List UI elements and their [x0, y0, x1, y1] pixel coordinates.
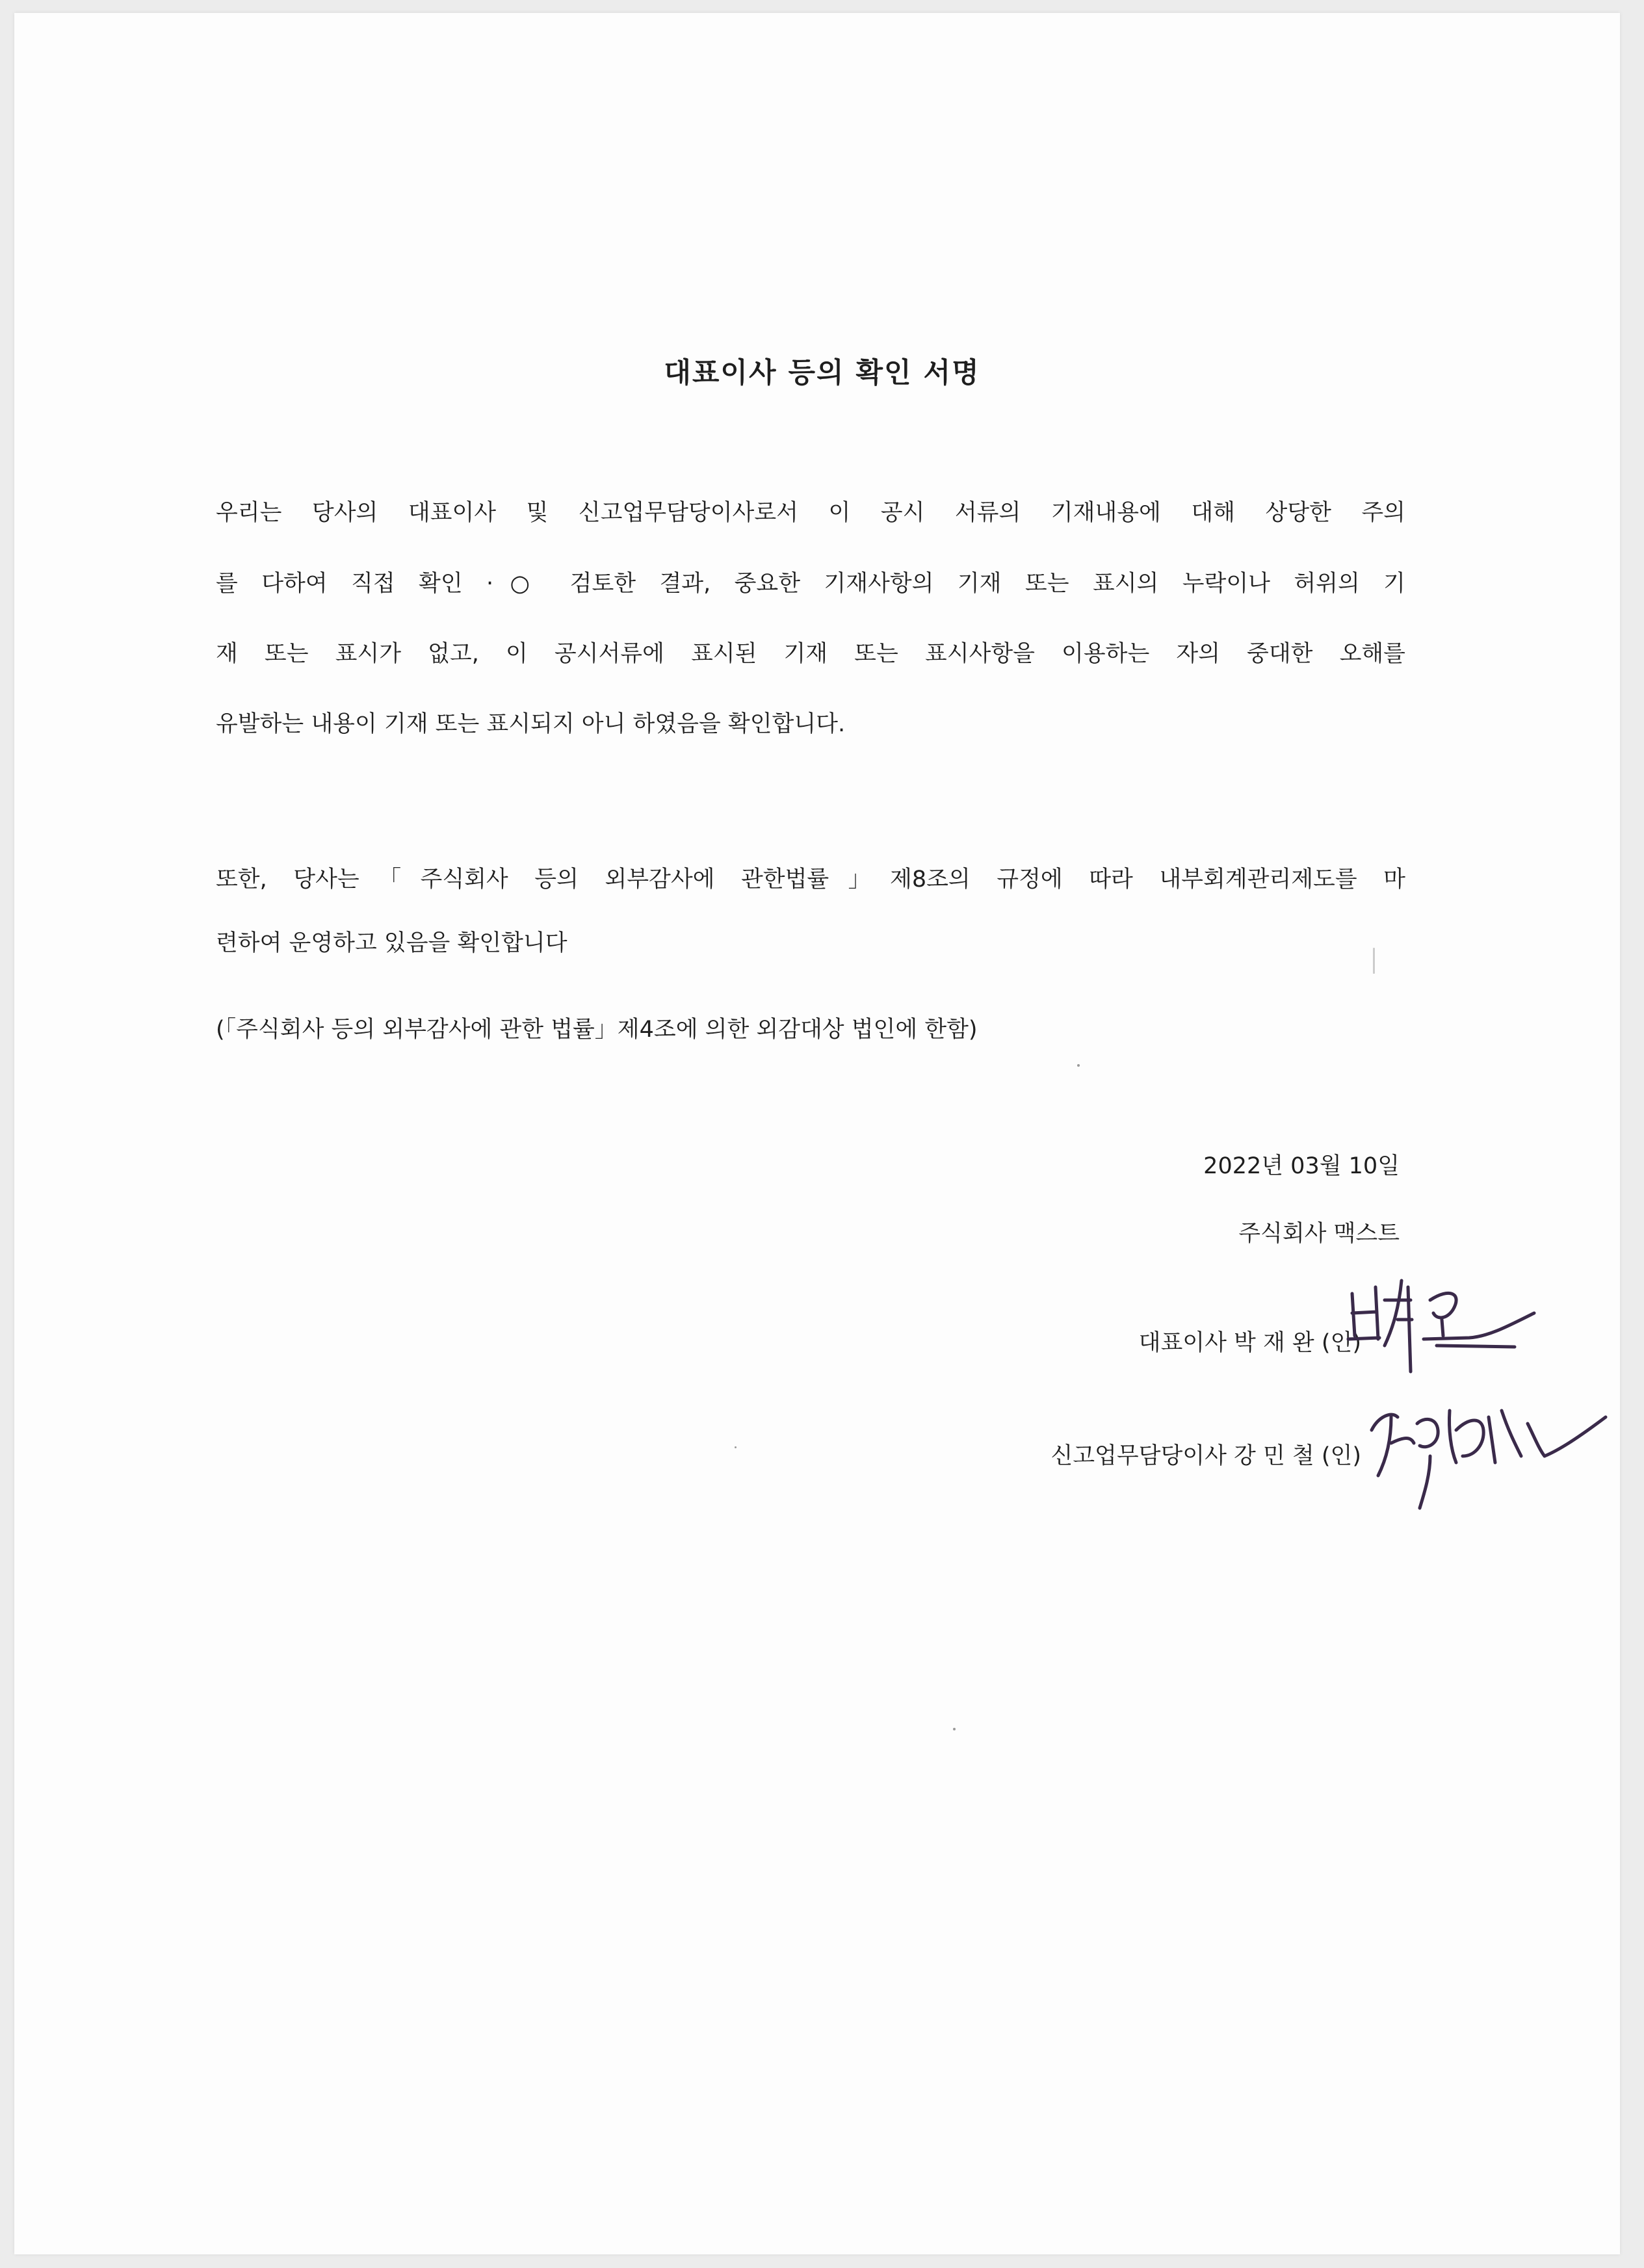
disclosure-officer-name: 신고업무담당이사 강 민 철 — [1050, 1443, 1314, 1469]
document-page — [14, 13, 1620, 2254]
paragraph2-line2: 련하여 운영하고 있음을 확인합니다 — [216, 930, 568, 956]
ceo-signer-line — [1139, 1327, 1361, 1359]
disclosure-officer-seal-mark: (인) — [1321, 1443, 1361, 1469]
company-name: 주식회사 맥스트 — [1238, 1221, 1400, 1247]
paragraph1-line1: 우리는 당사의 대표이사 및 신고업무담당이사로서 이 공시 서류의 기재내용에 대해 상당한 주의 — [216, 500, 1405, 526]
paragraph2-line1: 또한, 당사는「주식회사 등의 외부감사에 관한법률」제8조의 규정에 따라 내부회계관리제도를 마 — [216, 867, 1405, 893]
scan-speck — [953, 1728, 956, 1730]
scan-mark — [1373, 948, 1375, 974]
document-date: 2022년 03월 10일 — [1203, 1153, 1400, 1179]
document-title: 대표이사 등의 확인 서명 — [664, 357, 980, 389]
ceo-handwritten-signature — [1339, 1274, 1547, 1385]
paragraph1-line2: 를 다하여 직접 확인 ·○ 검토한 결과, 중요한 기재사항의 기재 또는 표시의 누락이나 허위의 기 — [216, 571, 1405, 597]
ceo-seal-mark: (인) — [1321, 1330, 1361, 1356]
paragraph1-line4: 유발하는 내용이 기재 또는 표시되지 아니 하였음을 확인합니다. — [216, 711, 846, 737]
paragraph1-line3: 재 또는 표시가 없고, 이 공시서류에 표시된 기재 또는 표시사항을 이용하는 자의 중대한 오해를 — [216, 641, 1405, 667]
disclosure-officer-handwritten-signature — [1365, 1391, 1612, 1515]
disclosure-officer-signer-line — [1050, 1440, 1361, 1472]
scan-speck — [1077, 1064, 1080, 1067]
applicability-note: (「주식회사 등의 외부감사에 관한 법률」제4조에 의한 외감대상 법인에 한함) — [216, 1017, 978, 1043]
ceo-name: 대표이사 박 재 완 — [1138, 1330, 1314, 1356]
scan-speck — [735, 1446, 737, 1448]
